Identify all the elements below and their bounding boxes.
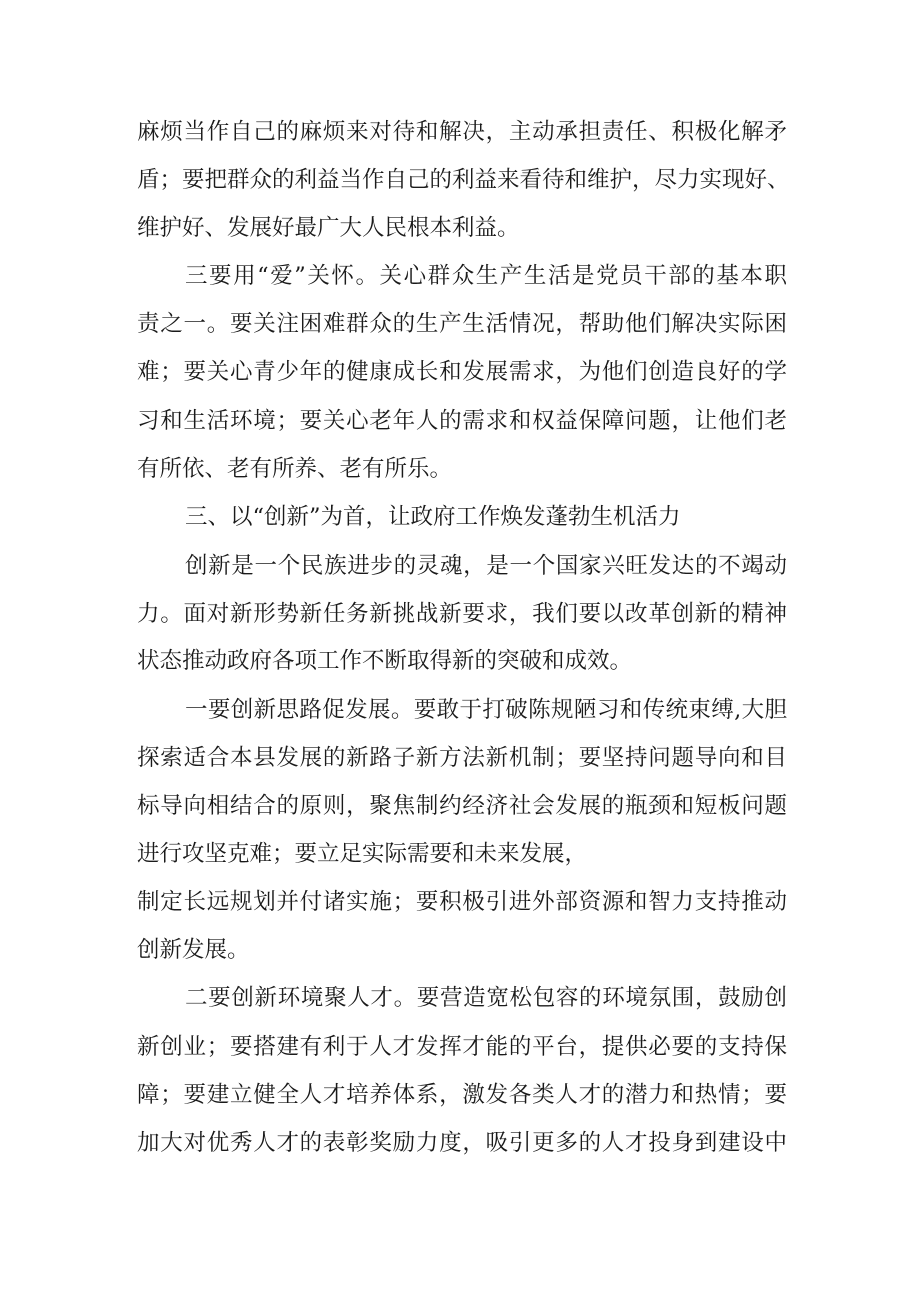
text-line: 创新发展。 [137, 937, 250, 963]
text-line: 加大对优秀人才的表彰奖励力度，吸引更多的人才投身到建设中 [137, 1130, 787, 1156]
paragraph-start: 创新是一个民族进步的灵魂，是一个国家兴旺发达的不竭动 [185, 553, 787, 579]
text-line: 障；要建立健全人才培养体系，激发各类人才的潜力和热情；要 [137, 1082, 787, 1108]
text-line: 探索适合本县发展的新路子新方法新机制；要坚持问题导向和目 [137, 745, 787, 771]
text-line: 标导向相结合的原则，聚焦制约经济社会发展的瓶颈和短板问题 [137, 793, 787, 819]
text-line: 盾；要把群众的利益当作自己的利益来看待和维护，尽力实现好、 [137, 167, 790, 193]
text-line: 麻烦当作自己的麻烦来对待和解决，主动承担责任、积极化解矛 [137, 119, 787, 145]
text-line: 有所依、老有所养、老有所乐。 [137, 456, 453, 482]
text-line: 进行攻坚克难；要立足实际需要和未来发展， [137, 841, 588, 867]
text-line: 难；要关心青少年的健康成长和发展需求，为他们创造良好的学 [137, 359, 787, 385]
paragraph-start: 二要创新环境聚人才。要营造宽松包容的环境氛围，鼓励创 [185, 985, 787, 1011]
text-line: 责之一。要关注困难群众的生产生活情况，帮助他们解决实际困 [137, 311, 787, 337]
text-line: 维护好、发展好最广大人民根本利益。 [137, 215, 520, 241]
section-heading: 三、以“创新”为首，让政府工作焕发蓬勃生机活力 [185, 504, 681, 530]
text-line: 制定长远规划并付诸实施；要积极引进外部资源和智力支持推动 [137, 889, 787, 915]
text-line: 力。面对新形势新任务新挑战新要求，我们要以改革创新的精神 [137, 601, 787, 627]
text-line: 习和生活环境；要关心老年人的需求和权益保障问题，让他们老 [137, 408, 787, 434]
text-line: 状态推动政府各项工作不断取得新的突破和成效。 [137, 648, 633, 674]
paragraph-start: 三要用“爱”关怀。关心群众生产生活是党员干部的基本职 [185, 263, 787, 289]
paragraph-start: 一要创新思路促发展。要敢于打破陈规陋习和传统束缚,大胆 [185, 697, 787, 723]
text-line: 新创业；要搭建有利于人才发挥才能的平台，提供必要的支持保 [137, 1034, 787, 1060]
